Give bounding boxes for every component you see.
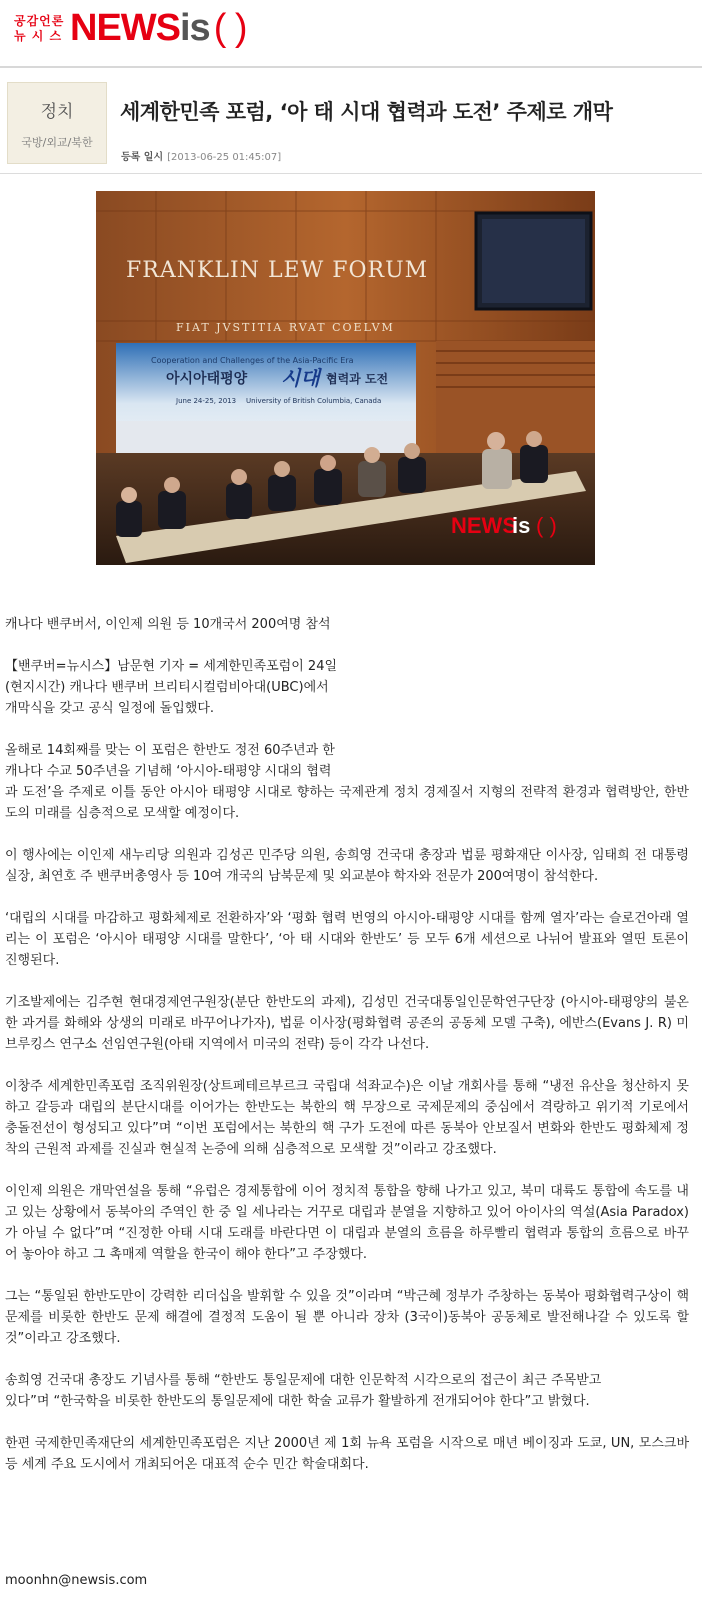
paragraph-4: ‘대립의 시대를 마감하고 평화체제로 전환하자’와 ‘평화 협력 번영의 아시아-태평양 시대를 함께 열자’라는 슬로건아래 열리는 이 포럼은 ‘아시아 태평양 시대를 말한다’, ‘아 태 시대와 한반도’ 등 모두 6개 세션으로 나뉘어 발표와 열띤 토론이 진행된다. (5, 911, 689, 968)
paragraph-6: 이창주 세계한민족포럼 조직위원장(상트페테르부르크 국립대 석좌교수)은 이날 개회사를 통해 “냉전 유산을 청산하지 못하고 갈등과 대립의 분단시대를 이어가는 한반도는 북한의 핵 무장으로 국제문제의 중심에서 격랑하고 위기적 기로에서 충돌전선이 형성되고 있다”며 “이번 포럼에서는 북한의 핵 구가 도전에 따른 동북아 안보질서 변화와 한반도 평화체제 정착의 근원적 과제를 진실과 현실적 논증에 의해 심층적으로 모색할 것”이라고 강조했다. (5, 1079, 689, 1157)
paragraph-9-line1: 송희영 건국대 총장도 기념사를 통해 “한반도 통일문제에 대한 인문학적 시각으로의 접근이 최근 주목받고 (5, 1373, 602, 1388)
banner-date: June 24-25, 2013 (176, 397, 237, 405)
paragraph-2-line1: 올해로 14회째를 맞는 이 포럼은 한반도 정전 60주년과 한 (5, 743, 335, 758)
forum-motto: FIAT JVSTITIA RVAT COELVM (176, 321, 395, 334)
paragraph-2 (5, 740, 689, 824)
logo-is-text: is (180, 7, 210, 49)
paragraph-8: 그는 “통일된 한반도만이 강력한 리더십을 발휘할 수 있을 것”이라며 “박근혜 정부가 주창하는 동북아 평화협력구상이 핵 문제를 비롯한 한반도 문제 해결에 결정적 도움이 될 뿐 아니라 장차 (3국이)동북아 공동체로 발전해나갈 수 있도록 할 것”이라고 강조했다. (5, 1289, 689, 1346)
reporter-email[interactable]: moonhn@newsis.com (5, 1573, 148, 1588)
article-photo (96, 191, 595, 565)
logo-tagline[interactable] (14, 14, 66, 44)
paragraph-1-line3: 개막식을 갖고 공식 일정에 돌입했다. (5, 701, 215, 716)
paragraph-7: 이인제 의원은 개막연설을 통해 “유럽은 경제통합에 이어 정치적 통합을 향해 나가고 있고, 북미 대륙도 통합에 속도를 내고 있는 상황에서 동북아의 주역인 한 중 일 세나라는 거꾸로 대립과 분열을 지향하고 있어 아이사의 역설(Asia Paradox)가 아닐 수 없다”며 “진정한 아태 시대 도래를 바란다면 이 대립과 분열의 흐름을 하루빨리 협력과 통합의 흐름으로 바꾸어 놓아야 하고 그 촉매제 역할을 한국이 해야 한다”고 주장했다. (5, 1184, 689, 1262)
paragraph-10: 한편 국제한민족재단의 세계한민족포럼은 지난 2000년 제 1회 뉴욕 포럼을 시작으로 매년 베이징과 도쿄, UN, 모스크바 등 세계 주요 도시에서 개최되어온 대표적 순수 민간 학술대회다. (5, 1436, 689, 1472)
paragraph-3: 이 행사에는 이인제 새누리당 의원과 김성곤 민주당 의원, 송희영 건국대 총장과 법륜 평화재단 이사장, 임태희 전 대통령실장, 최연호 주 밴쿠버총영사 등 10여 개국의 남북문제 및 외교분야 학자와 전문가 200여명이 참석한다. (5, 848, 689, 884)
article-subtitle: 캐나다 밴쿠버서, 이인제 의원 등 10개국서 200여명 참석 (5, 617, 331, 632)
section-box (7, 82, 107, 164)
banner-english: Cooperation and Challenges of the Asia-Pacific Era (151, 356, 354, 365)
logo-tagline-line2: 뉴 시 스 (14, 29, 63, 43)
logo-paren: ( ) (213, 7, 247, 49)
forum-photo-illustration (96, 191, 595, 565)
photo-watermark-paren: ( ) (536, 513, 557, 538)
paragraph-2-line3: 과 도전’을 주제로 이틀 동안 아시아 태평양 시대로 향하는 국제관계 정치 경제질서 지형의 전략적 환경과 협력방안, 한반도의 미래를 심층적으로 모색할 예정이다. (5, 785, 689, 821)
meta-label: 등록 일시 (121, 152, 164, 163)
paragraph-5: 기조발제에는 김주현 현대경제연구원장(분단 한반도의 과제), 김성민 건국대통일인문학연구단장 (아시아-태평양의 불온한 과거를 화해와 상생의 미래로 바꾸어나가자), 법륜 이사장(평화협력 공존의 공동체 모델 구축), 에반스(Evans J. R) 미 브루킹스 연구소 선임연구원(아태 지역에서 미국의 전략) 등이 각각 나선다. (5, 995, 689, 1052)
banner-korean-a: 아시아태평양 (166, 371, 248, 387)
paragraph-9-line2: 있다”며 “한국학을 비롯한 한반도의 통일문제에 대한 학술 교류가 활발하게 전개되어야 한다”고 밝혔다. (5, 1394, 590, 1409)
section-main-link[interactable]: 정치 (40, 102, 74, 122)
logo-tagline-line1: 공감언론 (14, 14, 65, 28)
paragraph-1-line1: 【밴쿠버=뉴시스】남문현 기자 = 세계한민족포럼이 24일 (5, 659, 338, 674)
forum-sign: FRANKLIN LEW FORUM (126, 258, 429, 283)
article-meta (121, 148, 281, 163)
paragraph-1-line2: (현지시간) 캐나다 밴쿠버 브리티시컬럼비아대(UBC)에서 (5, 680, 329, 695)
photo-watermark-news: NEWS (451, 513, 517, 538)
section-sub-link[interactable]: 국방/외교/북한 (21, 136, 93, 149)
banner-korean-c: 협력과 도전 (326, 372, 389, 386)
photo-watermark-is: is (512, 513, 531, 538)
title-divider (0, 173, 702, 174)
banner-venue: University of British Columbia, Canada (246, 397, 382, 405)
paragraph-1 (5, 656, 689, 719)
logo-news-text: NEWS (70, 7, 180, 49)
paragraph-2-line2: 캐나다 수교 50주년을 기념해 ‘아시아-태평양 시대의 협력 (5, 764, 332, 779)
paragraph-9 (5, 1370, 689, 1412)
meta-date: [2013-06-25 01:45:07] (167, 152, 282, 163)
newsis-logo[interactable] (70, 6, 247, 50)
site-header (0, 0, 702, 60)
banner-korean-b: 시대 (281, 366, 320, 390)
article-title: 세계한민족 포럼, ‘아 태 시대 협력과 도전’ 주제로 개막 (120, 100, 613, 124)
header-divider (0, 66, 702, 68)
article-body (5, 614, 689, 1496)
